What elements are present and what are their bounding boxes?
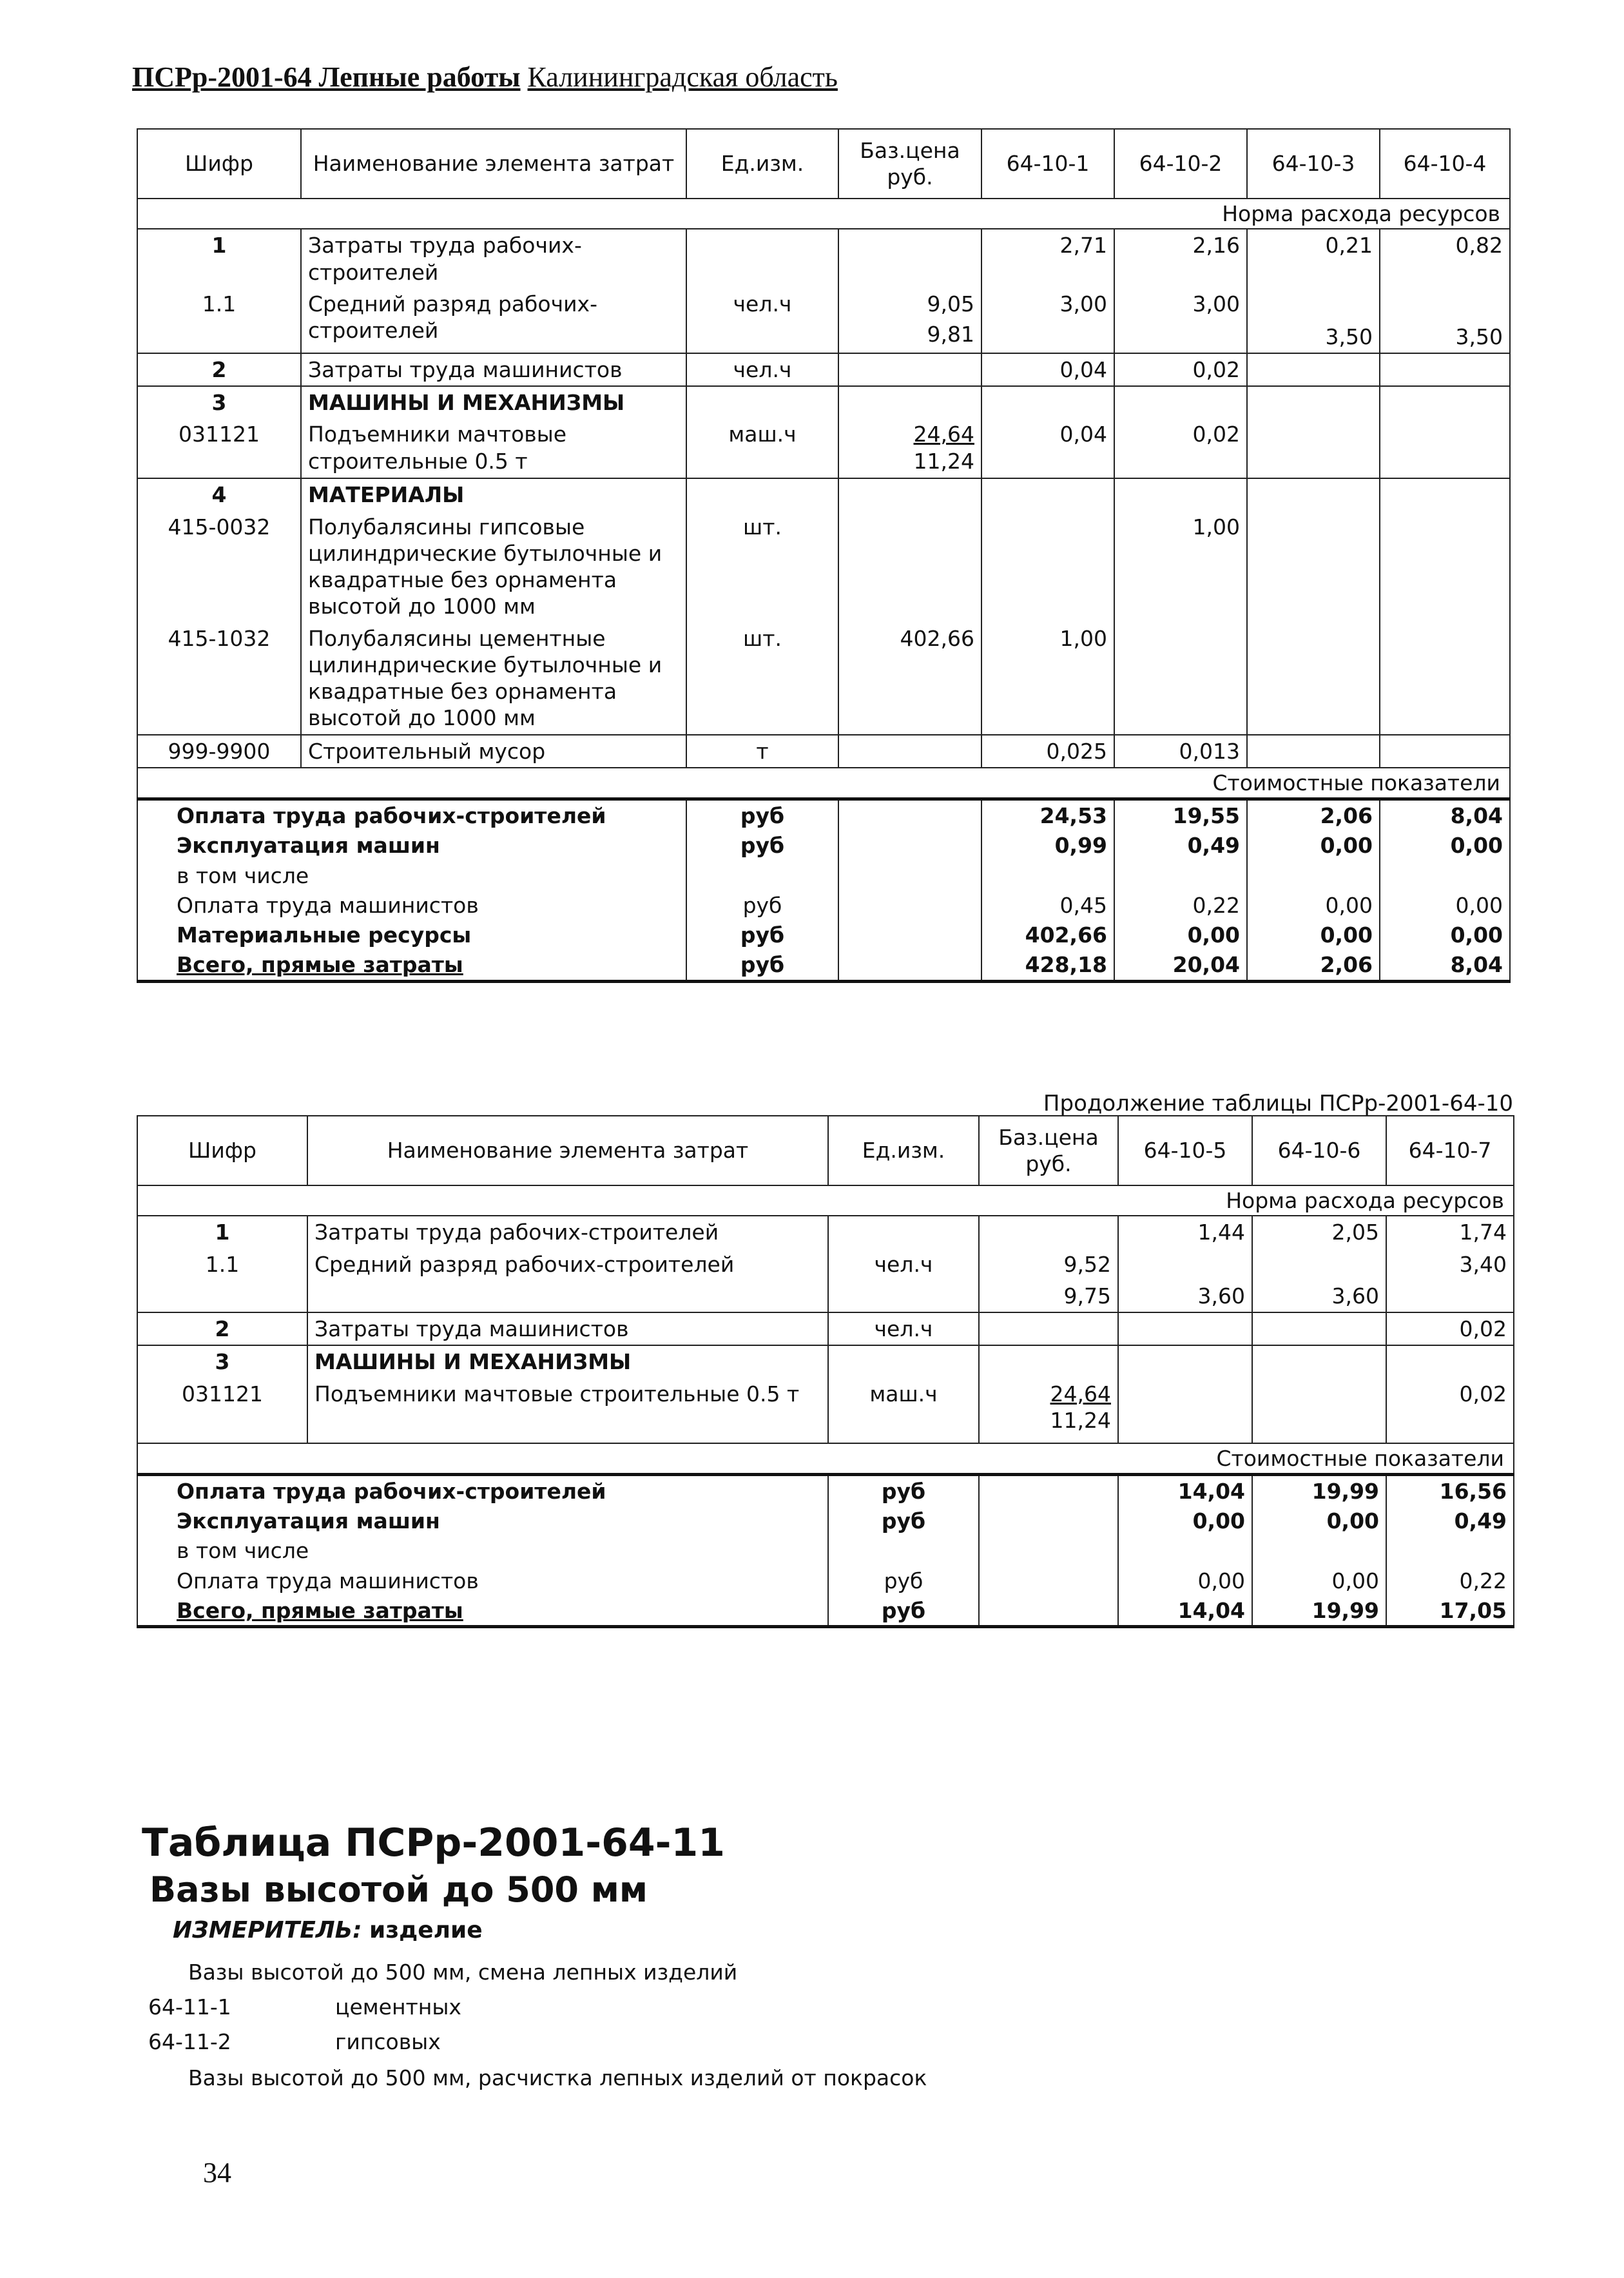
- item-name: гипсовых: [335, 2029, 441, 2054]
- row-name: Полубалясины цементные цилиндрические бутылочные и квадратные без орнамента высотой до 1000 мм: [301, 623, 686, 735]
- row-price: [979, 1216, 1118, 1248]
- total-unit: руб: [686, 830, 838, 860]
- row-code: 4: [137, 478, 301, 511]
- total-name-text: Всего, прямые затраты: [177, 952, 463, 978]
- row-value: 3,50: [1247, 288, 1380, 353]
- col-header-64-10-6: 64-10-6: [1252, 1116, 1386, 1185]
- row-name: Затраты труда рабочих-строителей: [301, 229, 686, 288]
- row-code: 1: [137, 1216, 307, 1248]
- row-value: [1247, 735, 1380, 768]
- row-price: [838, 735, 981, 768]
- row-price-block: [979, 1378, 1118, 1443]
- total-value: [981, 861, 1114, 890]
- table-row: [137, 1249, 1514, 1313]
- table-row: [137, 288, 1510, 353]
- table-row: [137, 1378, 1514, 1443]
- total-unit: руб: [686, 799, 838, 831]
- total-value: 8,04: [1380, 949, 1510, 981]
- empty-cell: [1380, 386, 1510, 418]
- row-code: 999-9900: [137, 735, 301, 768]
- row-value: 3,00: [981, 288, 1114, 353]
- total-value: 14,04: [1118, 1474, 1252, 1506]
- col-header-64-10-5: 64-10-5: [1118, 1116, 1252, 1185]
- total-value: 0,99: [981, 830, 1114, 860]
- resource-table-64-10-part2: [137, 1115, 1514, 1628]
- row-value: 2,05: [1252, 1216, 1386, 1248]
- row-value: 0,025: [981, 735, 1114, 768]
- row-unit: т: [686, 735, 838, 768]
- row-value: 0,013: [1114, 735, 1247, 768]
- row-name: Средний разряд рабочих-строителей: [307, 1249, 828, 1313]
- empty-cell: [838, 861, 981, 890]
- section-title: Таблица ПСРр-2001-64-11: [142, 1820, 726, 1865]
- total-value: 19,99: [1252, 1595, 1386, 1627]
- section-line-2: Вазы высотой до 500 мм, расчистка лепных изделий от покрасок: [188, 2065, 927, 2090]
- total-value: 14,04: [1118, 1595, 1252, 1627]
- total-value: 2,06: [1247, 799, 1380, 831]
- total-value: 0,00: [1380, 920, 1510, 949]
- row-value: 3,40: [1386, 1249, 1514, 1313]
- row-unit: чел.ч: [828, 1249, 979, 1313]
- row-name: Затраты труда машинистов: [307, 1312, 828, 1345]
- total-unit: [828, 1535, 979, 1565]
- section-subtitle: Вазы высотой до 500 мм: [150, 1869, 648, 1910]
- measure-value: изделие: [369, 1917, 483, 1943]
- empty-cell: [838, 920, 981, 949]
- row-value: [1380, 418, 1510, 478]
- table-row: [137, 353, 1510, 386]
- total-value: 17,05: [1386, 1595, 1514, 1627]
- page-number: 34: [203, 2157, 231, 2188]
- table-row: [137, 735, 1510, 768]
- row-price-alt: 9,75: [1063, 1283, 1111, 1309]
- table-header-row: [137, 1116, 1514, 1185]
- empty-cell: [981, 478, 1114, 511]
- row-unit: чел.ч: [686, 353, 838, 386]
- row-price: [979, 1312, 1118, 1345]
- row-unit: [686, 229, 838, 288]
- total-value: [1118, 1535, 1252, 1565]
- row-price-block: [979, 1249, 1118, 1313]
- empty-cell: [979, 1506, 1118, 1535]
- empty-cell: [686, 478, 838, 511]
- row-unit: маш.ч: [828, 1378, 979, 1443]
- row-name: Строительный мусор: [301, 735, 686, 768]
- row-value: 1,00: [981, 623, 1114, 735]
- row-value: 3,60: [1118, 1249, 1252, 1313]
- row-name: МАТЕРИАЛЫ: [301, 478, 686, 511]
- row-value: 3,00: [1114, 288, 1247, 353]
- total-unit: руб: [828, 1595, 979, 1627]
- total-value: [1386, 1535, 1514, 1565]
- total-value: 0,00: [1380, 890, 1510, 920]
- total-name: Оплата труда рабочих-строителей: [137, 1474, 828, 1506]
- empty-cell: [838, 799, 981, 831]
- norm-section-row: [137, 199, 1510, 229]
- empty-cell: [1252, 1345, 1386, 1378]
- norm-label: Норма расхода ресурсов: [137, 199, 1510, 229]
- total-row: [137, 920, 1510, 949]
- empty-cell: [1114, 478, 1247, 511]
- section-line-1: Вазы высотой до 500 мм, смена лепных изделий: [188, 1960, 738, 1985]
- total-value: 16,56: [1386, 1474, 1514, 1506]
- table-row: [137, 1216, 1514, 1248]
- total-value: 0,00: [1380, 830, 1510, 860]
- empty-cell: [838, 890, 981, 920]
- row-name: Средний разряд рабочих-строителей: [301, 288, 686, 353]
- empty-cell: [828, 1345, 979, 1378]
- row-price: 24,64: [913, 422, 974, 447]
- row-value: [1252, 1312, 1386, 1345]
- total-value: 19,99: [1252, 1474, 1386, 1506]
- row-value: 0,04: [981, 418, 1114, 478]
- row-name: МАШИНЫ И МЕХАНИЗМЫ: [307, 1345, 828, 1378]
- col-header-unit: Ед.изм.: [828, 1116, 979, 1185]
- empty-cell: [838, 949, 981, 981]
- row-value: [1380, 735, 1510, 768]
- norm-label: Норма расхода ресурсов: [137, 1185, 1514, 1216]
- row-price: 9,05: [927, 291, 974, 316]
- total-row: [137, 1506, 1514, 1535]
- total-value: 24,53: [981, 799, 1114, 831]
- row-value: [1380, 623, 1510, 735]
- table-row: [137, 511, 1510, 623]
- row-value: 2,71: [981, 229, 1114, 288]
- total-value: 0,00: [1252, 1566, 1386, 1595]
- col-header-64-10-1: 64-10-1: [981, 129, 1114, 199]
- empty-cell: [979, 1566, 1118, 1595]
- total-name: в том числе: [137, 1535, 828, 1565]
- item-code: 64-11-1: [148, 1994, 231, 2020]
- empty-cell: [979, 1595, 1118, 1627]
- row-name: Затраты труда машинистов: [301, 353, 686, 386]
- empty-cell: [981, 386, 1114, 418]
- total-name: Эксплуатация машин: [137, 1506, 828, 1535]
- row-price: 402,66: [838, 623, 981, 735]
- row-value: 2,16: [1114, 229, 1247, 288]
- row-code: 415-1032: [137, 623, 301, 735]
- total-unit: руб: [828, 1474, 979, 1506]
- total-value: 0,49: [1386, 1506, 1514, 1535]
- table-row: [137, 386, 1510, 418]
- col-header-name: Наименование элемента затрат: [301, 129, 686, 199]
- total-row: [137, 1474, 1514, 1506]
- total-value: 0,00: [1252, 1506, 1386, 1535]
- col-header-code: Шифр: [137, 129, 301, 199]
- row-code: 2: [137, 1312, 307, 1345]
- total-value: 0,22: [1114, 890, 1247, 920]
- total-value: 20,04: [1114, 949, 1247, 981]
- row-value: [1118, 1312, 1252, 1345]
- row-value: [1247, 353, 1380, 386]
- item-code: 64-11-2: [148, 2029, 231, 2054]
- row-code: 3: [137, 1345, 307, 1378]
- col-header-64-10-2: 64-10-2: [1114, 129, 1247, 199]
- total-unit: руб: [828, 1506, 979, 1535]
- total-value: 2,06: [1247, 949, 1380, 981]
- total-row: [137, 1595, 1514, 1627]
- row-value: [1252, 1378, 1386, 1443]
- row-price-alt: 11,24: [1050, 1407, 1111, 1433]
- total-unit: руб: [686, 949, 838, 981]
- row-price: [838, 353, 981, 386]
- row-value: 1,00: [1114, 511, 1247, 623]
- total-name: Оплата труда рабочих-строителей: [137, 799, 686, 831]
- row-value: 1,74: [1386, 1216, 1514, 1248]
- col-header-code: Шифр: [137, 1116, 307, 1185]
- measure-label: ИЗМЕРИТЕЛЬ:: [173, 1917, 362, 1943]
- row-unit: чел.ч: [686, 288, 838, 353]
- header-region: Калининградская область: [527, 61, 838, 93]
- empty-cell: [979, 1474, 1118, 1506]
- row-value: 0,04: [981, 353, 1114, 386]
- empty-cell: [1247, 386, 1380, 418]
- total-name: [137, 1595, 828, 1627]
- total-value: [1252, 1535, 1386, 1565]
- row-price-alt: 11,24: [913, 448, 974, 474]
- empty-cell: [838, 830, 981, 860]
- col-header-price: Баз.цена руб.: [979, 1116, 1118, 1185]
- cost-section-row: [137, 768, 1510, 799]
- table-row: [137, 1312, 1514, 1345]
- empty-cell: [686, 386, 838, 418]
- table-row: [137, 418, 1510, 478]
- empty-cell: [1118, 1345, 1252, 1378]
- row-code: 415-0032: [137, 511, 301, 623]
- row-code: 031121: [137, 1378, 307, 1443]
- total-row: [137, 949, 1510, 981]
- row-price: [838, 229, 981, 288]
- total-value: 402,66: [981, 920, 1114, 949]
- total-value: [1247, 861, 1380, 890]
- row-price-block: [838, 288, 981, 353]
- total-value: 0,00: [1114, 920, 1247, 949]
- row-price: 9,52: [1063, 1251, 1111, 1277]
- row-value: 0,02: [1114, 353, 1247, 386]
- row-value: [1247, 511, 1380, 623]
- table-header-row: [137, 129, 1510, 199]
- total-name: Оплата труда машинистов: [137, 890, 686, 920]
- col-header-price: Баз.цена руб.: [838, 129, 981, 199]
- resource-table-64-10-part1: [137, 128, 1511, 983]
- row-code: 1.1: [137, 288, 301, 353]
- total-unit: руб: [686, 890, 838, 920]
- row-code: 1: [137, 229, 301, 288]
- row-unit: шт.: [686, 511, 838, 623]
- table-row: [137, 478, 1510, 511]
- total-value: 0,49: [1114, 830, 1247, 860]
- norm-section-row: [137, 1185, 1514, 1216]
- empty-cell: [838, 478, 981, 511]
- row-value: [1380, 511, 1510, 623]
- total-row: [137, 861, 1510, 890]
- total-unit: [686, 861, 838, 890]
- row-unit: шт.: [686, 623, 838, 735]
- row-name: Затраты труда рабочих-строителей: [307, 1216, 828, 1248]
- row-unit: маш.ч: [686, 418, 838, 478]
- row-value: [1247, 418, 1380, 478]
- row-price: [838, 511, 981, 623]
- empty-cell: [979, 1535, 1118, 1565]
- row-price: 24,64: [1050, 1381, 1111, 1407]
- total-value: [1114, 861, 1247, 890]
- total-value: 0,00: [1247, 890, 1380, 920]
- total-name: Эксплуатация машин: [137, 830, 686, 860]
- total-value: 0,00: [1247, 830, 1380, 860]
- cost-label: Стоимостные показатели: [137, 768, 1510, 799]
- total-row: [137, 1566, 1514, 1595]
- empty-cell: [979, 1345, 1118, 1378]
- row-value: [981, 511, 1114, 623]
- row-name: Подъемники мачтовые строительные 0.5 т: [301, 418, 686, 478]
- table-row: [137, 623, 1510, 735]
- table-row: [137, 1345, 1514, 1378]
- cost-label: Стоимостные показатели: [137, 1443, 1514, 1475]
- total-name: Материальные ресурсы: [137, 920, 686, 949]
- row-value: 0,02: [1386, 1312, 1514, 1345]
- cost-section-row: [137, 1443, 1514, 1475]
- row-price-block: [838, 418, 981, 478]
- row-price-alt: 9,81: [927, 322, 974, 347]
- col-header-unit: Ед.изм.: [686, 129, 838, 199]
- total-unit: руб: [686, 920, 838, 949]
- total-value: 0,00: [1118, 1506, 1252, 1535]
- row-value: 0,02: [1114, 418, 1247, 478]
- total-value: 19,55: [1114, 799, 1247, 831]
- row-unit: [828, 1216, 979, 1248]
- row-code: 031121: [137, 418, 301, 478]
- empty-cell: [1380, 478, 1510, 511]
- measure-line: [173, 1917, 483, 1943]
- table-row: [137, 229, 1510, 288]
- empty-cell: [1386, 1345, 1514, 1378]
- total-name: в том числе: [137, 861, 686, 890]
- row-name: МАШИНЫ И МЕХАНИЗМЫ: [301, 386, 686, 418]
- total-unit: руб: [828, 1566, 979, 1595]
- total-value: 0,00: [1247, 920, 1380, 949]
- row-unit: чел.ч: [828, 1312, 979, 1345]
- total-row: [137, 830, 1510, 860]
- total-name: Оплата труда машинистов: [137, 1566, 828, 1595]
- total-value: 0,00: [1118, 1566, 1252, 1595]
- col-header-64-10-7: 64-10-7: [1386, 1116, 1514, 1185]
- row-code: 1.1: [137, 1249, 307, 1313]
- empty-cell: [1247, 478, 1380, 511]
- row-code: 2: [137, 353, 301, 386]
- row-value: [1247, 623, 1380, 735]
- row-value: [1380, 353, 1510, 386]
- total-value: 428,18: [981, 949, 1114, 981]
- empty-cell: [1114, 386, 1247, 418]
- header-code: ПСРр-2001-64 Лепные работы: [132, 61, 521, 93]
- total-value: 0,22: [1386, 1566, 1514, 1595]
- total-value: 0,45: [981, 890, 1114, 920]
- row-value: 3,50: [1380, 288, 1510, 353]
- total-row: [137, 1535, 1514, 1565]
- row-value: [1114, 623, 1247, 735]
- total-name: [137, 949, 686, 981]
- page-header: [132, 63, 838, 92]
- row-code: 3: [137, 386, 301, 418]
- row-value: 0,02: [1386, 1378, 1514, 1443]
- total-value: 8,04: [1380, 799, 1510, 831]
- col-header-64-10-3: 64-10-3: [1247, 129, 1380, 199]
- row-value: 0,82: [1380, 229, 1510, 288]
- total-row: [137, 890, 1510, 920]
- row-value: [1118, 1378, 1252, 1443]
- row-value: 1,44: [1118, 1216, 1252, 1248]
- row-name: Полубалясины гипсовые цилиндрические бутылочные и квадратные без орнамента высотой до 1000 мм: [301, 511, 686, 623]
- col-header-name: Наименование элемента затрат: [307, 1116, 828, 1185]
- col-header-64-10-4: 64-10-4: [1380, 129, 1510, 199]
- total-name-text: Всего, прямые затраты: [177, 1597, 463, 1623]
- continuation-label: Продолжение таблицы ПСРр-2001-64-10: [1043, 1091, 1513, 1116]
- item-name: цементных: [335, 1994, 461, 2020]
- empty-cell: [838, 386, 981, 418]
- row-name: Подъемники мачтовые строительные 0.5 т: [307, 1378, 828, 1443]
- row-value: 3,60: [1252, 1249, 1386, 1313]
- total-value: [1380, 861, 1510, 890]
- row-value: 0,21: [1247, 229, 1380, 288]
- total-row: [137, 799, 1510, 831]
